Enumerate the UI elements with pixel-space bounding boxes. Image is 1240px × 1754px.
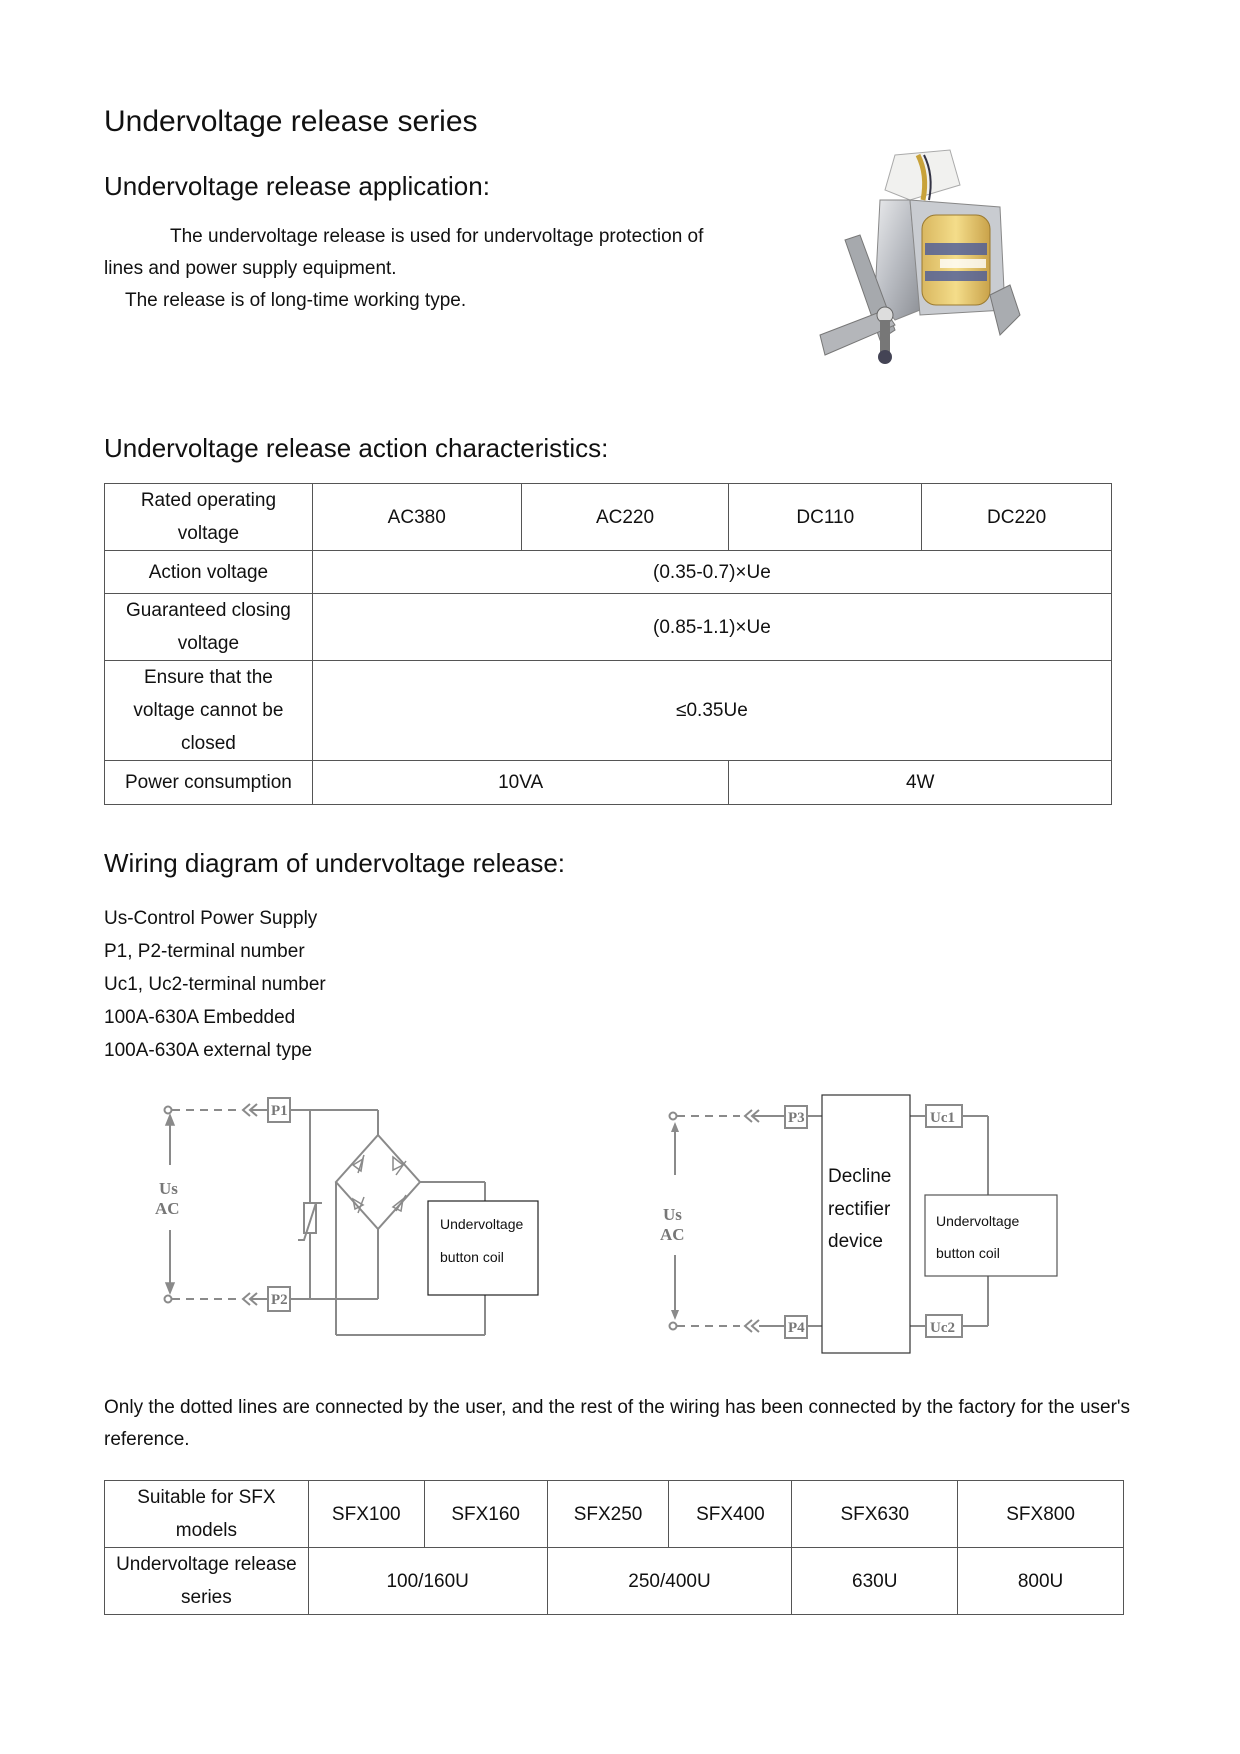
row-label-not-closed-voltage: Ensure that the voltage cannot be closed: [105, 661, 313, 761]
application-paragraph-line2: lines and power supply equipment.: [104, 258, 397, 279]
legend-item: P1, P2-terminal number: [104, 941, 305, 962]
wiring-heading: Wiring diagram of undervoltage release:: [104, 848, 566, 878]
terminal-p3-label: P3: [788, 1110, 805, 1126]
legend-item: Us-Control Power Supply: [104, 908, 318, 929]
coil-label-line1: Undervoltage: [936, 1213, 1020, 1229]
table-row: [105, 1548, 1124, 1615]
rectifier-bridge: [336, 1135, 420, 1229]
coil-label-line2: button coil: [936, 1245, 1000, 1261]
application-paragraph-line3: The release is of long-time working type.: [125, 290, 467, 311]
cell-series: 100/160U: [308, 1548, 547, 1615]
table-row: [105, 1481, 1124, 1548]
cell-power-ac: 10VA: [312, 761, 729, 805]
legend-item: 100A-630A Embedded: [104, 1007, 296, 1028]
product-photo: [800, 145, 1035, 370]
table-row: [105, 594, 1112, 661]
row-label-power-consumption: Power consumption: [105, 761, 313, 805]
cell-model: SFX800: [958, 1481, 1124, 1548]
table-row: [105, 484, 1112, 551]
row-label-models: Suitable for SFX models: [105, 1481, 309, 1548]
row-label-series: Undervoltage release series: [105, 1548, 309, 1615]
terminal-circle-bottom: [165, 1296, 172, 1303]
cell-model: SFX160: [424, 1481, 547, 1548]
coil-label-line2: button coil: [440, 1249, 504, 1265]
cell-closing-voltage: (0.85-1.1)×Ue: [312, 594, 1111, 661]
source-label-us: Us: [663, 1205, 682, 1224]
application-heading: Undervoltage release application:: [104, 171, 490, 201]
external-wiring-diagram: [660, 1080, 1080, 1370]
embedded-wiring-diagram: [150, 1085, 570, 1355]
terminal-circle-top: [670, 1113, 677, 1120]
cell-ac380: AC380: [312, 484, 521, 551]
rectifier-label-line3: device: [828, 1231, 883, 1252]
rectifier-label-line2: rectifier: [828, 1199, 891, 1220]
cell-not-closed-voltage: ≤0.35Ue: [312, 661, 1111, 761]
cell-model: SFX250: [547, 1481, 669, 1548]
table-row: [105, 761, 1112, 805]
cell-model: SFX100: [308, 1481, 424, 1548]
plug-symbol-bottom: [745, 1320, 759, 1332]
cell-series: 800U: [958, 1548, 1124, 1615]
arrow-up-icon: [671, 1122, 679, 1132]
coil-label-line1: Undervoltage: [440, 1216, 524, 1232]
terminal-circle-top: [165, 1107, 172, 1114]
cell-series: 630U: [792, 1548, 958, 1615]
cell-action-voltage: (0.35-0.7)×Ue: [312, 551, 1111, 594]
application-paragraph-line1: The undervoltage release is used for undervoltage protection of: [170, 226, 704, 247]
row-label-rated-voltage: Rated operating voltage: [105, 484, 313, 551]
row-label-action-voltage: Action voltage: [105, 551, 313, 594]
terminal-p2-label: P2: [271, 1292, 288, 1308]
terminal-p4-label: P4: [788, 1320, 805, 1336]
cell-ac220: AC220: [521, 484, 729, 551]
legend-item: Uc1, Uc2-terminal number: [104, 974, 326, 995]
rectifier-device-box: [822, 1095, 910, 1353]
table-row: [105, 551, 1112, 594]
rectifier-label-line1: Decline: [828, 1166, 892, 1187]
characteristics-heading: Undervoltage release action characteristics:: [104, 433, 609, 463]
cell-dc220: DC220: [922, 484, 1112, 551]
terminal-circle-bottom: [670, 1323, 677, 1330]
source-label-ac: AC: [660, 1225, 685, 1244]
legend-item: 100A-630A external type: [104, 1040, 313, 1061]
cell-model: SFX400: [669, 1481, 792, 1548]
row-label-closing-voltage: Guaranteed closing voltage: [105, 594, 313, 661]
arrow-down-icon: [671, 1310, 679, 1320]
cell-model: SFX630: [792, 1481, 958, 1548]
source-label-us: Us: [159, 1179, 178, 1198]
cell-dc110: DC110: [729, 484, 922, 551]
models-table: [104, 1480, 1124, 1615]
arrow-up-icon: [166, 1115, 174, 1125]
undervoltage-release-image: [800, 145, 1035, 370]
cell-series: 250/400U: [547, 1548, 792, 1615]
table-row: [105, 661, 1112, 761]
terminal-p1-label: P1: [271, 1103, 288, 1119]
cell-power-dc: 4W: [729, 761, 1112, 805]
arrow-down-icon: [166, 1283, 174, 1293]
characteristics-table: [104, 483, 1112, 805]
terminal-uc2-label: Uc2: [930, 1320, 955, 1336]
wiring-note: Only the dotted lines are connected by the user, and the rest of the wiring has been connected by the factory for the user's reference.: [104, 1397, 1131, 1450]
terminal-uc1-label: Uc1: [930, 1110, 955, 1126]
diode-icon: [393, 1195, 406, 1211]
coil-box: [925, 1195, 1057, 1276]
source-label-ac: AC: [155, 1199, 180, 1218]
page-title: Undervoltage release series: [104, 105, 478, 138]
